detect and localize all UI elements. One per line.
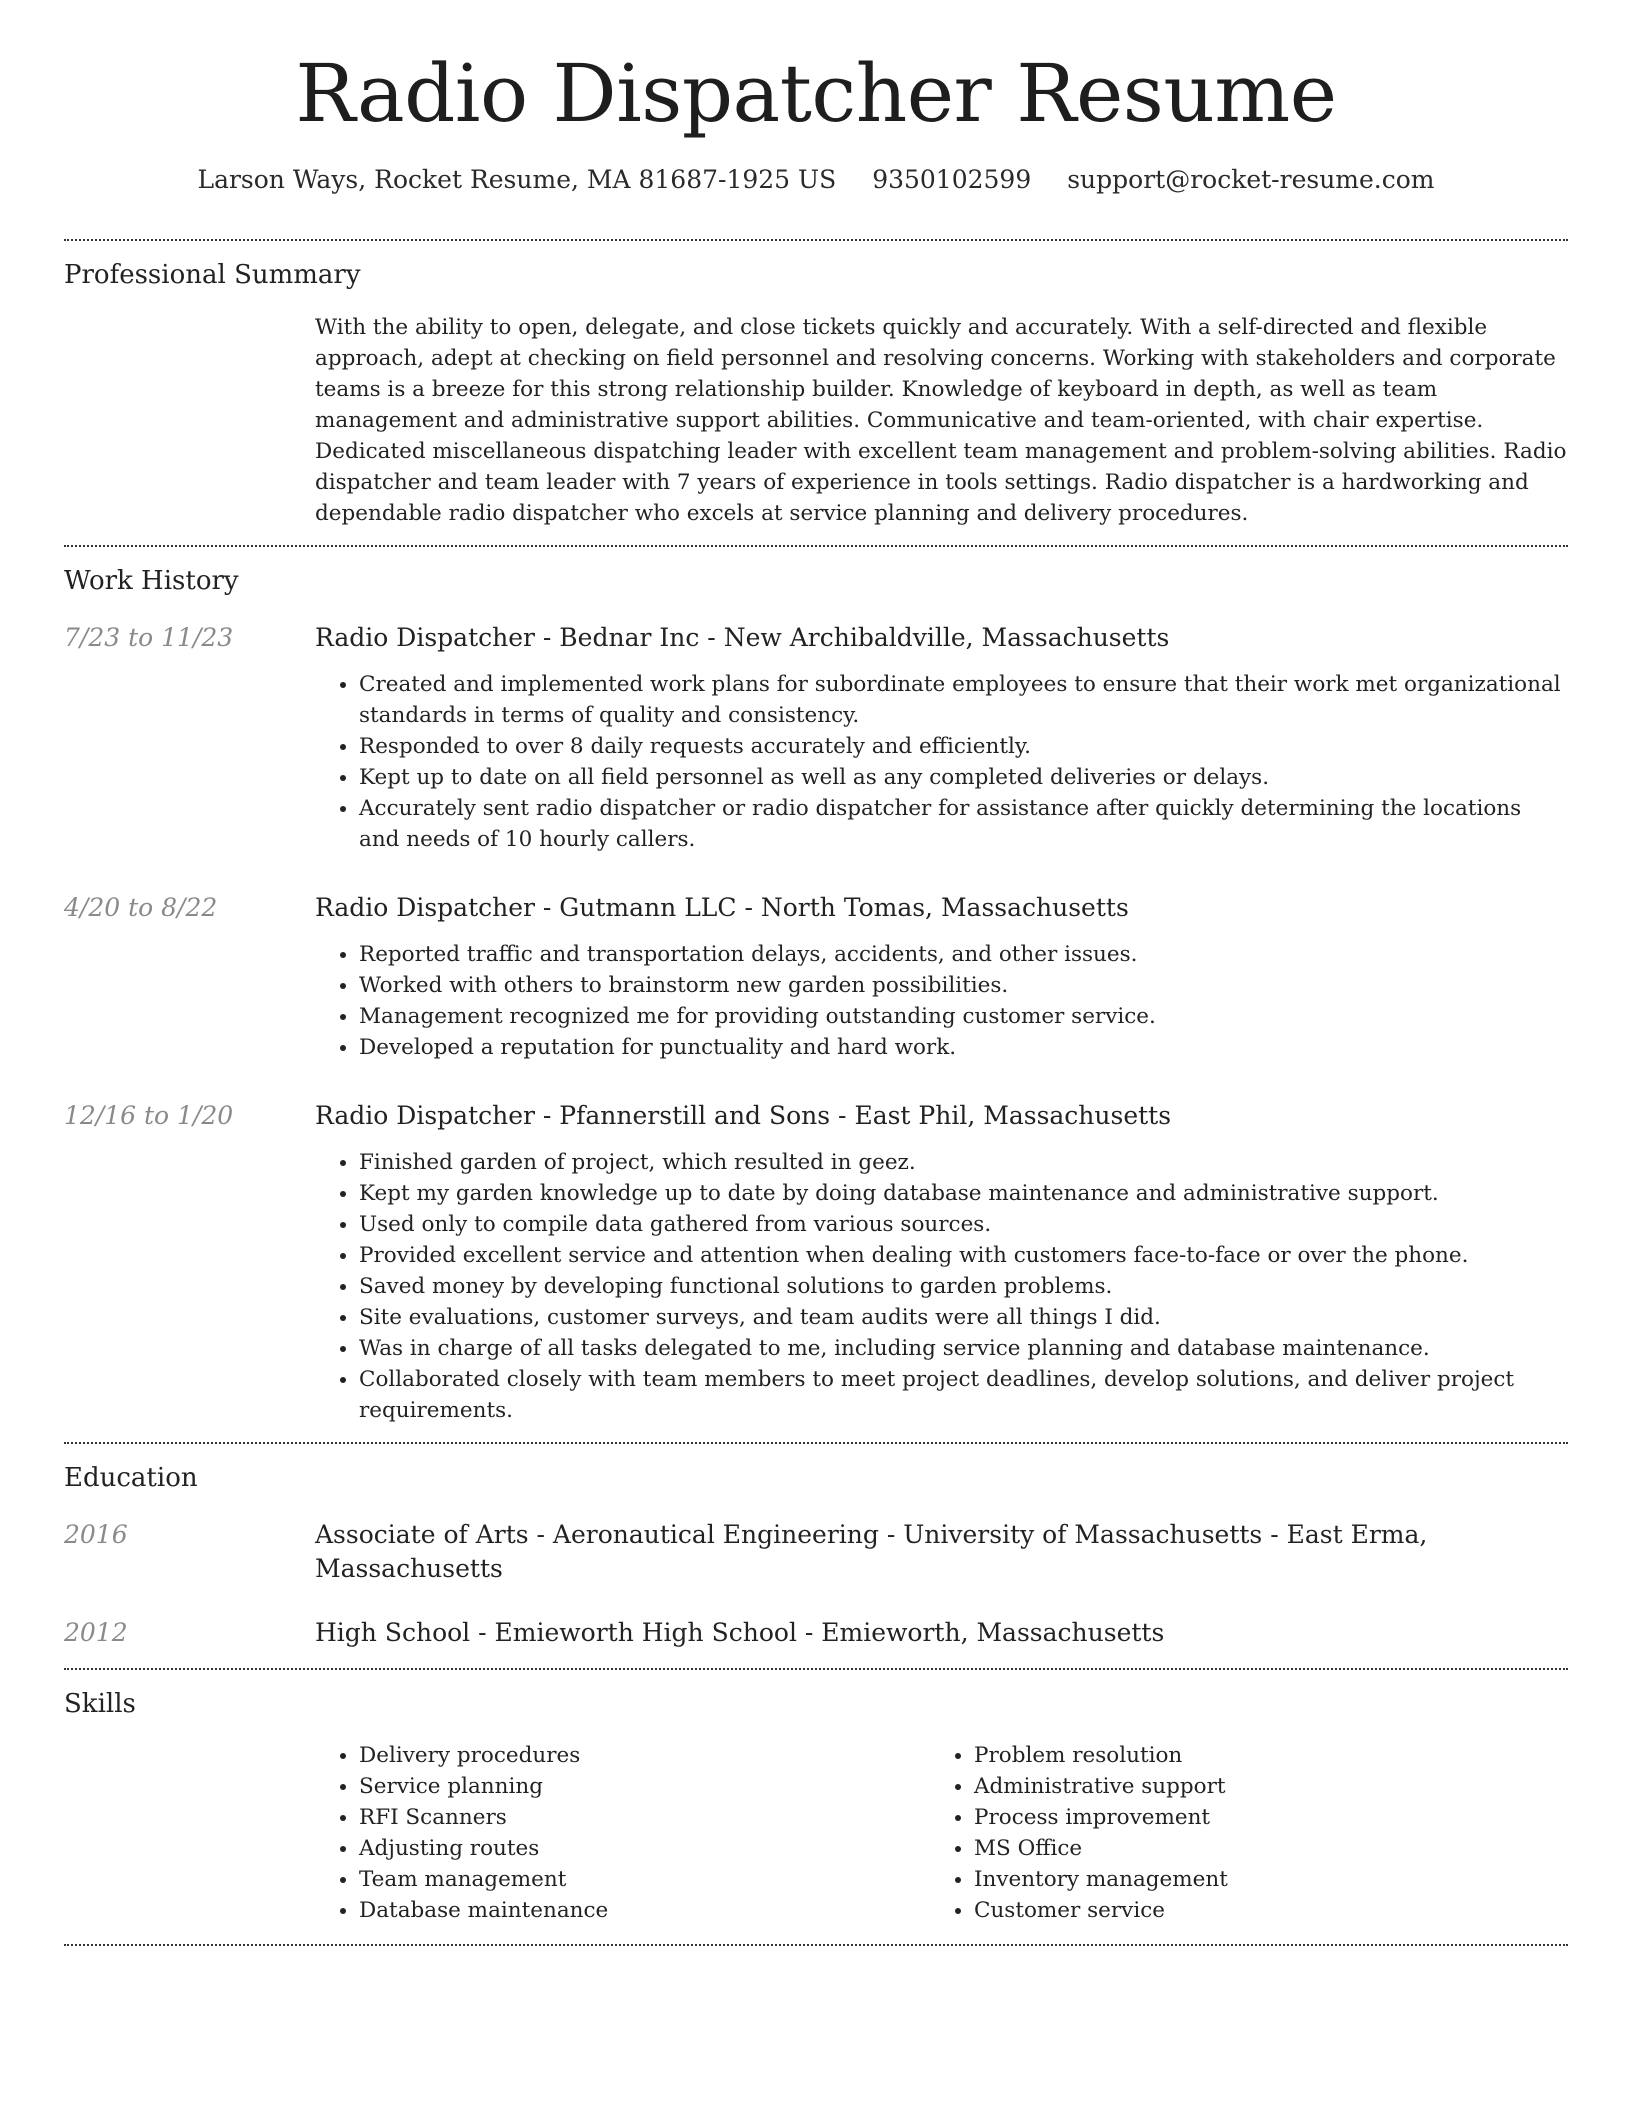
education-title: High School - Emieworth High School - Emieworth, Massachusetts [315,1617,1165,1647]
skills-heading: Skills [64,1688,136,1719]
job-bullets [315,939,1568,1063]
contact-line [64,164,1568,197]
work-history-heading: Work History [64,566,239,597]
resume-title: Radio Dispatcher Resume [295,47,1337,140]
job-title: Radio Dispatcher - Gutmann LLC - North Tomas, Massachusetts [315,893,1129,923]
job-bullet: • Collaborated closely with team members to meet project deadlines, develop solutions, and deliver project requirements. [359,1364,1568,1426]
job-details [315,621,1568,855]
resume-header [64,0,1568,197]
job-bullet: • Created and implemented work plans for subordinate employees to ensure that their work met organizational standards in terms of quality and consistency. [359,669,1568,731]
job-bullet: • Site evaluations, customer surveys, and team audits were all things I did. [359,1302,1568,1333]
job-entry [64,621,1568,855]
job-bullet: • Accurately sent radio dispatcher or radio dispatcher for assistance after quickly determining the locations and needs of 10 hourly callers. [359,793,1568,855]
contact-phone: 9350102599 [872,165,1032,194]
skill-item: • Process improvement [974,1802,1530,1833]
job-details [315,1099,1568,1426]
skill-item: • Adjusting routes [359,1833,930,1864]
education-year: 2012 [64,1617,128,1647]
job-title: Radio Dispatcher - Pfannerstill and Sons - East Phil, Massachusetts [315,1101,1172,1131]
work-history-section [64,547,1568,1442]
education-year: 2016 [64,1519,128,1549]
job-date: 7/23 to 11/23 [64,623,234,653]
contact-email: support@rocket-resume.com [1067,165,1435,194]
job-date: 12/16 to 1/20 [64,1101,234,1131]
job-bullet: • Saved money by developing functional solutions to garden problems. [359,1271,1568,1302]
skill-item: • Delivery procedures [359,1740,930,1771]
job-entry [64,1099,1568,1426]
skill-item: • Team management [359,1864,930,1895]
skill-item: • Service planning [359,1771,930,1802]
skill-item: • Inventory management [974,1864,1530,1895]
skill-item: • Problem resolution [974,1740,1530,1771]
skill-item: • Administrative support [974,1771,1530,1802]
skills-columns [315,1740,1568,1944]
skills-list-right [930,1740,1530,1926]
skills-section [64,1670,1568,1944]
summary-heading: Professional Summary [64,259,361,290]
job-bullets [315,1147,1568,1426]
job-bullet: • Worked with others to brainstorm new garden possibilities. [359,970,1568,1001]
job-bullet: • Finished garden of project, which resulted in geez. [359,1147,1568,1178]
section-divider [64,1944,1568,1946]
summary-text: With the ability to open, delegate, and close tickets quickly and accurately. With a self-directed and flexible approach, adept at checking on field personnel and resolving concerns. Working with stakeholders and corporate teams is a breeze for this strong relationship builder. Knowledge of keyboard in depth, as well as team management and administrative support abilities. Communicative and team-oriented, with chair expertise. Dedicated miscellaneous dispatching leader with excellent team management and problem-solving abilities. Radio dispatcher and team leader with 7 years of experience in tools settings. Radio dispatcher is a hardworking and dependable radio dispatcher who excels at service planning and delivery procedures. [315,315,1567,527]
education-entry [64,1616,1568,1650]
job-date: 4/20 to 8/22 [64,893,218,923]
skill-item: • Customer service [974,1895,1530,1926]
job-details [315,891,1568,1063]
job-bullet: • Was in charge of all tasks delegated to me, including service planning and database maintenance. [359,1333,1568,1364]
job-bullet: • Kept up to date on all field personnel as well as any completed deliveries or delays. [359,762,1568,793]
job-entry [64,891,1568,1063]
job-bullet: • Kept my garden knowledge up to date by doing database maintenance and administrative support. [359,1178,1568,1209]
job-bullet: • Used only to compile data gathered from various sources. [359,1209,1568,1240]
skill-item: • RFI Scanners [359,1802,930,1833]
education-heading: Education [64,1463,198,1494]
education-details [315,1518,1568,1586]
education-entry [64,1518,1568,1586]
skill-item: • MS Office [974,1833,1530,1864]
job-bullet: • Responded to over 8 daily requests accurately and efficiently. [359,731,1568,762]
education-section [64,1444,1568,1668]
summary-section [64,241,1568,530]
skill-item: • Database maintenance [359,1895,930,1926]
job-bullet: • Reported traffic and transportation delays, accidents, and other issues. [359,939,1568,970]
job-bullet: • Developed a reputation for punctuality and hard work. [359,1032,1568,1063]
education-title: Associate of Arts - Aeronautical Engineering - University of Massachusetts - East Erma, Massachusetts [315,1519,1428,1583]
contact-address: Larson Ways, Rocket Resume, MA 81687-1925 US [197,165,837,194]
education-details [315,1616,1568,1650]
skills-list-left [315,1740,930,1926]
job-bullets [315,669,1568,855]
job-bullet: • Management recognized me for providing outstanding customer service. [359,1001,1568,1032]
job-bullet: • Provided excellent service and attention when dealing with customers face-to-face or over the phone. [359,1240,1568,1271]
job-title: Radio Dispatcher - Bednar Inc - New Archibaldville, Massachusetts [315,623,1170,653]
